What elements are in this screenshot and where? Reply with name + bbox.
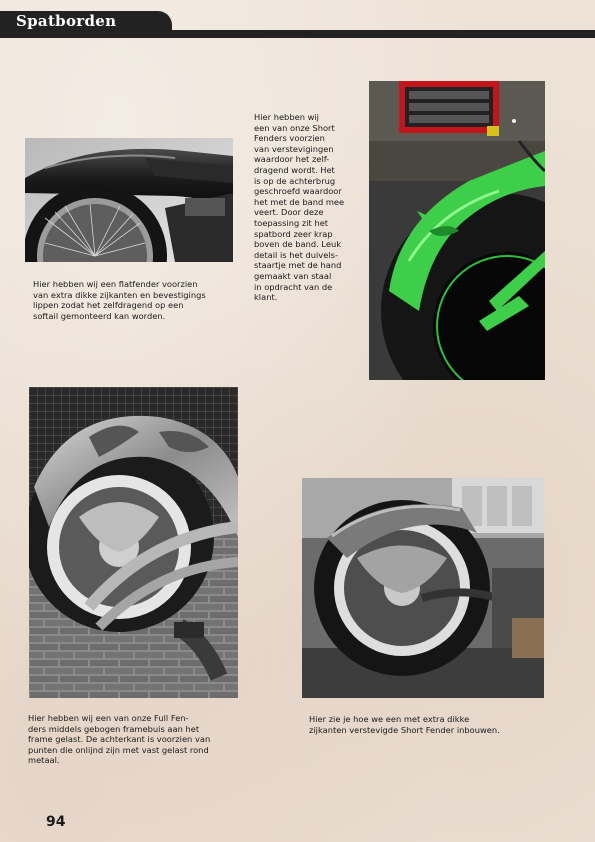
caption-full-fender: Hier hebben wij een van onze Full Fen- ders middels gebogen framebuis aan het frame gelast. De achterkant is voorzien van punten die onlijnd zijn met vast gelast rond metaal. [28, 713, 211, 766]
header-bar [0, 30, 595, 38]
photo-short-fender-install [302, 478, 544, 698]
caption-short-fender-install: Hier zie je hoe we een met extra dikke zijkanten verstevigde Short Fender inbouwen. [309, 714, 500, 735]
caption-flatfender: Hier hebben wij een flatfender voorzien van extra dikke zijkanten en bevestigings lippen zodat het zelfdragend op een softail gemonteerd kan worden. [33, 279, 206, 321]
photo-full-fender [29, 387, 238, 698]
photo-flatfender [25, 138, 233, 262]
caption-short-fender: Hier hebben wij een van onze Short Fenders voorzien van verstevigingen waardoor het zelf- dragend wordt. Het is op de achterbrug geschroefd waardoor het met de band mee veert. Door deze toepassing zit het spatbord zeer krap boven de band. Leuk detail is het duivels- staartje met de hand gemaakt van staal in opdracht van de klant. [254, 112, 345, 303]
photo-green-short-fender [369, 81, 545, 380]
section-title: Spatborden [16, 12, 117, 30]
page-number: 94 [46, 814, 66, 830]
